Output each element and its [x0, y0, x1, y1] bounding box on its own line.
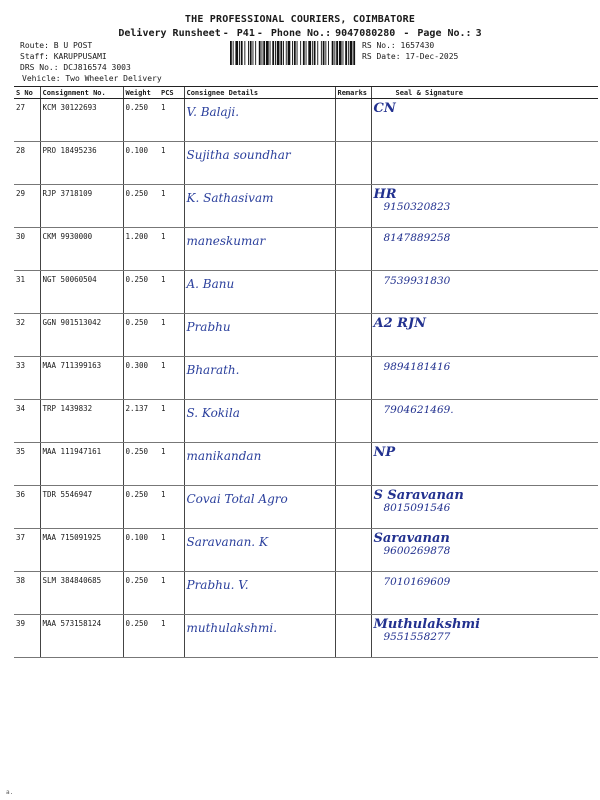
row-weight: 0.100 [123, 142, 159, 185]
row-sno: 31 [14, 271, 40, 314]
page-label: Page No.: [417, 28, 472, 39]
row-seal-signature [371, 228, 598, 271]
row-pcs: 1 [159, 486, 184, 529]
barcode-bar [312, 41, 313, 65]
seal-handwriting: S Saravanan [373, 488, 464, 503]
row-seal-signature [371, 572, 598, 615]
table-row [14, 615, 598, 658]
row-consignee [184, 357, 335, 400]
row-consignment-no: MAA 573158124 [40, 615, 123, 658]
table-row [14, 529, 598, 572]
row-remarks [335, 615, 371, 658]
table-row [14, 486, 598, 529]
rs-number: RS No.: 1657430 [362, 41, 435, 50]
table-row [14, 357, 598, 400]
row-pcs: 1 [159, 357, 184, 400]
row-weight: 2.137 [123, 400, 159, 443]
row-pcs: 1 [159, 443, 184, 486]
row-consignee [184, 572, 335, 615]
row-remarks [335, 400, 371, 443]
receiver-phone-handwriting: 8015091546 [383, 502, 451, 514]
row-consignment-no: TDR 5546947 [40, 486, 123, 529]
row-consignment-no: NGT 50060504 [40, 271, 123, 314]
col-pcs: PCS [159, 87, 184, 99]
barcode-bar [353, 41, 355, 65]
row-consignee [184, 99, 335, 142]
table-row [14, 185, 598, 228]
consignee-handwriting: manikandan [186, 449, 262, 463]
row-consignment-no: MAA 711399163 [40, 357, 123, 400]
row-remarks [335, 314, 371, 357]
row-weight: 0.100 [123, 529, 159, 572]
runsheet-subtitle: Delivery Runsheet - P41 - Phone No.: 9047080280 - Page No.: 3 [118, 28, 482, 39]
table-row [14, 314, 598, 357]
barcode-bar [233, 41, 234, 65]
barcode-bar [350, 41, 353, 65]
barcode-bar [336, 41, 338, 65]
row-pcs: 1 [159, 271, 184, 314]
seal-handwriting: HR [373, 187, 397, 202]
row-consignee [184, 185, 335, 228]
barcode-bar [262, 41, 263, 65]
row-consignee [184, 271, 335, 314]
barcode-bar [297, 41, 298, 65]
barcode-bar [275, 41, 276, 65]
consignee-handwriting: maneskumar [186, 234, 266, 248]
consignee-handwriting: A. Banu [186, 277, 235, 291]
barcode-bar [248, 41, 249, 65]
row-remarks [335, 185, 371, 228]
rs-date: RS Date: 17-Dec-2025 [362, 52, 459, 61]
barcode-bar [292, 41, 293, 65]
barcode-bar [334, 41, 335, 65]
row-seal-signature [371, 443, 598, 486]
barcode-bar [321, 41, 322, 65]
barcode-bar [255, 41, 256, 65]
row-pcs: 1 [159, 400, 184, 443]
vehicle-info: Vehicle: Two Wheeler Delivery [22, 74, 162, 83]
row-remarks [335, 486, 371, 529]
row-sno: 28 [14, 142, 40, 185]
col-consignment: Consignment No. [40, 87, 123, 99]
barcode-bar [241, 41, 243, 65]
row-sno: 30 [14, 228, 40, 271]
drs-number: DRS No.: DCJ816574 3003 [20, 63, 131, 72]
row-consignment-no: SLM 384840685 [40, 572, 123, 615]
barcode-bar [328, 41, 329, 65]
receiver-phone-handwriting: 9150320823 [383, 201, 451, 213]
barcode-bar [300, 41, 301, 65]
row-consignment-no: TRP 1439832 [40, 400, 123, 443]
barcode-bar [270, 41, 271, 65]
row-weight: 0.250 [123, 615, 159, 658]
barcode-bar [277, 41, 280, 65]
row-consignee [184, 529, 335, 572]
barcode-bar [253, 41, 254, 65]
route-code: P41 [236, 28, 255, 39]
table-row [14, 142, 598, 185]
page-value: 3 [475, 28, 482, 39]
barcode-bar [323, 41, 325, 65]
row-seal-signature [371, 615, 598, 658]
row-weight: 1.200 [123, 228, 159, 271]
row-remarks [335, 357, 371, 400]
barcode-bar [325, 41, 326, 65]
barcode-bar [266, 41, 269, 65]
barcode-bar [294, 41, 296, 65]
phone-value: 9047080280 [335, 28, 396, 39]
staff-info: Staff: KARUPPUSAMI [20, 52, 107, 61]
receiver-phone-handwriting: 7539931830 [383, 275, 451, 287]
row-seal-signature [371, 99, 598, 142]
barcode-bar [306, 41, 307, 65]
row-remarks [335, 572, 371, 615]
runsheet-meta-right [362, 40, 458, 62]
barcode-bar [288, 41, 291, 65]
table-header-row [14, 87, 598, 99]
receiver-phone-handwriting: 9551558277 [383, 631, 451, 643]
row-pcs: 1 [159, 572, 184, 615]
barcode-bar [286, 41, 287, 65]
row-consignment-no: KCM 30122693 [40, 99, 123, 142]
row-sno: 38 [14, 572, 40, 615]
row-sno: 32 [14, 314, 40, 357]
barcode-bar [339, 41, 342, 65]
barcode-bar [332, 41, 334, 65]
row-consignee [184, 443, 335, 486]
col-remarks: Remarks [335, 87, 371, 99]
consignee-handwriting: V. Balaji. [186, 105, 240, 119]
barcode-bar [259, 41, 261, 65]
row-remarks [335, 99, 371, 142]
receiver-phone-handwriting: 9600269878 [383, 545, 451, 557]
consignee-handwriting: Sujitha soundhar [186, 148, 291, 162]
row-seal-signature [371, 271, 598, 314]
row-pcs: 1 [159, 142, 184, 185]
table-row [14, 271, 598, 314]
row-seal-signature [371, 529, 598, 572]
barcode-bar [230, 41, 232, 65]
row-remarks [335, 529, 371, 572]
company-title: THE PROFESSIONAL COURIERS, COIMBATORE [184, 14, 416, 25]
row-consignment-no: RJP 3718109 [40, 185, 123, 228]
row-sno: 27 [14, 99, 40, 142]
row-weight: 0.250 [123, 99, 159, 142]
consignee-handwriting: Prabhu. V. [186, 578, 249, 592]
barcode-bar [345, 41, 347, 65]
seal-handwriting: Muthulakshmi [373, 617, 481, 632]
barcode-bar [314, 41, 316, 65]
seal-handwriting: CN [373, 101, 396, 116]
barcode-bar [280, 41, 282, 65]
row-pcs: 1 [159, 529, 184, 572]
consignee-handwriting: Saravanan. K [186, 535, 268, 549]
consignee-handwriting: S. Kokila [186, 406, 240, 420]
col-weight: Weight [123, 87, 159, 99]
row-remarks [335, 228, 371, 271]
row-consignee [184, 142, 335, 185]
row-sno: 29 [14, 185, 40, 228]
row-sno: 34 [14, 400, 40, 443]
row-sno: 37 [14, 529, 40, 572]
barcode-image [230, 41, 356, 65]
row-remarks [335, 142, 371, 185]
barcode-bar [244, 41, 245, 65]
consignee-handwriting: Bharath. [186, 363, 240, 377]
row-consignee [184, 615, 335, 658]
barcode-bar [348, 41, 349, 65]
row-pcs: 1 [159, 228, 184, 271]
row-sno: 33 [14, 357, 40, 400]
barcode-bar [283, 41, 284, 65]
runsheet-label: Delivery Runsheet [118, 28, 221, 39]
row-remarks [335, 443, 371, 486]
route-info: Route: B U POST [20, 41, 93, 50]
runsheet-meta-left [20, 40, 162, 84]
barcode-bar [272, 41, 274, 65]
receiver-phone-handwriting: 8147889258 [383, 232, 451, 244]
row-weight: 0.250 [123, 443, 159, 486]
row-seal-signature [371, 400, 598, 443]
row-consignee [184, 486, 335, 529]
table-row [14, 443, 598, 486]
row-weight: 0.250 [123, 271, 159, 314]
consignee-handwriting: K. Sathasivam [186, 191, 274, 205]
row-weight: 0.250 [123, 572, 159, 615]
row-weight: 0.300 [123, 357, 159, 400]
receiver-phone-handwriting: 7010169609 [383, 576, 451, 588]
receiver-phone-handwriting: 7904621469. [383, 404, 454, 416]
seal-handwriting: A2 RJN [373, 316, 426, 331]
seal-handwriting: Saravanan [373, 531, 450, 546]
barcode-bar [250, 41, 252, 65]
row-weight: 0.250 [123, 314, 159, 357]
row-consignment-no: CKM 9930000 [40, 228, 123, 271]
consignee-handwriting: Covai Total Agro [186, 492, 288, 506]
footer-mark: a. [6, 789, 14, 796]
seal-handwriting: NP [373, 445, 396, 460]
barcode-bar [317, 41, 318, 65]
row-seal-signature [371, 357, 598, 400]
row-consignment-no: MAA 111947161 [40, 443, 123, 486]
row-consignee [184, 314, 335, 357]
phone-label: Phone No.: [270, 28, 332, 39]
barcode-bar [308, 41, 311, 65]
col-seal: Seal & Signature [371, 87, 598, 99]
consignee-handwriting: Prabhu [186, 320, 231, 334]
consignee-handwriting: muthulakshmi. [186, 621, 278, 635]
col-sno: S No [14, 87, 40, 99]
barcode-bar [343, 41, 344, 65]
table-row [14, 228, 598, 271]
barcode-bar [263, 41, 265, 65]
row-pcs: 1 [159, 615, 184, 658]
row-consignment-no: GGN 901513042 [40, 314, 123, 357]
receiver-phone-handwriting: 9894181416 [383, 361, 451, 373]
row-remarks [335, 271, 371, 314]
row-pcs: 1 [159, 314, 184, 357]
row-sno: 36 [14, 486, 40, 529]
delivery-table [14, 86, 598, 658]
row-sno: 39 [14, 615, 40, 658]
row-seal-signature [371, 142, 598, 185]
col-consignee: Consignee Details [184, 87, 335, 99]
table-row [14, 572, 598, 615]
table-row [14, 400, 598, 443]
row-weight: 0.250 [123, 486, 159, 529]
row-consignment-no: MAA 715091925 [40, 529, 123, 572]
row-seal-signature [371, 486, 598, 529]
row-seal-signature [371, 185, 598, 228]
row-weight: 0.250 [123, 185, 159, 228]
barcode-bar [303, 41, 305, 65]
row-pcs: 1 [159, 185, 184, 228]
row-consignee [184, 228, 335, 271]
row-sno: 35 [14, 443, 40, 486]
table-row [14, 99, 598, 142]
barcode-bar [235, 41, 238, 65]
row-consignee [184, 400, 335, 443]
barcode-bar [239, 41, 240, 65]
row-consignment-no: PRO 18495236 [40, 142, 123, 185]
row-seal-signature [371, 314, 598, 357]
row-pcs: 1 [159, 99, 184, 142]
